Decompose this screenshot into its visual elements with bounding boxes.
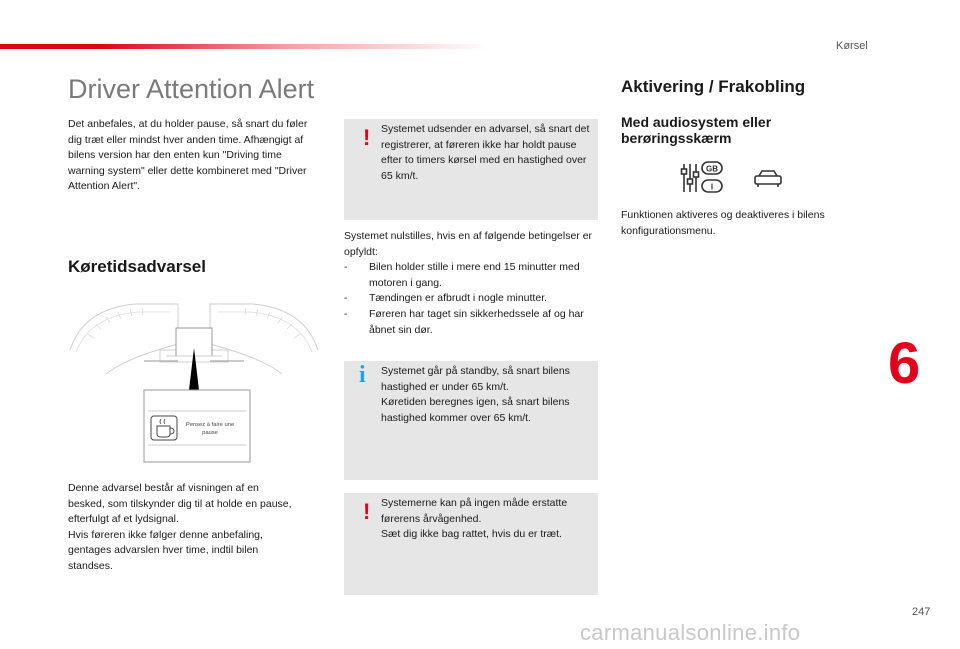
warning-text-2: Systemerne kan på ingen måde erstatte førerens årvågenhed. Sæt dig ikke bag rattet, hvis du er træt. (381, 497, 568, 541)
audio-system-subheading: Med audiosystem eller berøringsskærm (621, 114, 772, 146)
list-item (344, 307, 596, 338)
reset-intro: Systemet nulstilles, hvis en af følgende betingelser er opfyldt: (344, 230, 593, 258)
page-number: 247 (912, 606, 931, 618)
reset-item-2: Tændingen er afbrudt i nogle minutter. (369, 292, 548, 305)
page-title: Driver Attention Alert (68, 74, 315, 104)
warning-box-1 (344, 119, 598, 220)
warning-text-1: Systemet udsender en advarsel, så snart det registrerer, at føreren ikke har holdt pause efter to timers kørsel med en hastighed over 65 km/t. (381, 123, 590, 182)
display-message-line2: pause (202, 430, 218, 436)
warning-icon: ! (363, 499, 371, 524)
list-dash: - (344, 292, 348, 305)
info-icon: i (359, 362, 366, 388)
intro-paragraph: Det anbefales, at du holder pause, så snart du føler dig træt eller mindst hver anden time. Afhængigt af bilens version har den enten kun "Driving time warning system" eller dette kombineret med "Driver Attention Alert". (68, 118, 308, 193)
settings-sliders-icon (680, 161, 726, 195)
configuration-text: Funktionen aktiveres og deaktiveres i bilens konfigurationsmenu. (621, 209, 825, 237)
list-item (344, 291, 596, 307)
info-box (344, 361, 598, 480)
list-dash: - (344, 307, 348, 320)
activation-heading: Aktivering / Frakobling (621, 77, 806, 96)
display-message-line1: Pensez à faire une (185, 422, 235, 428)
car-icon (752, 168, 784, 190)
chapter-number: 6 (888, 331, 921, 396)
coffee-cup-icon (151, 416, 177, 440)
watermark: carmanualsonline.info (580, 620, 801, 645)
language-badge: GB (706, 164, 718, 174)
info-badge: I (710, 182, 714, 192)
info-text: Systemet går på standby, så snart bilens hastighed er under 65 km/t. Køretiden beregnes igen, så snart bilens hastighed kommer over 65 km/t. (381, 365, 570, 424)
list-dash: - (344, 261, 348, 274)
header-accent-bar (0, 44, 490, 49)
list-item (344, 260, 596, 291)
warning-description: Denne advarsel består af visningen af en besked, som tilskynder dig til at holde en pause, efterfulgt af et lydsignal. Hvis føreren ikke følger denne anbefaling, gentages advarslen hver time, indtil bilen standses. (68, 482, 292, 572)
reset-item-3: Føreren har taget sin sikkerhedssele af og har åbnet sin dør. (369, 307, 584, 336)
driving-time-heading: Køretidsadvarsel (68, 257, 206, 276)
dashboard-illustration (66, 298, 322, 466)
section-label: Kørsel (836, 40, 868, 52)
warning-box-2 (344, 493, 598, 595)
instrument-cluster-drawing (66, 298, 322, 466)
reset-item-1: Bilen holder stille i mere end 15 minutter med motoren i gang. (369, 261, 580, 289)
warning-icon: ! (363, 125, 371, 150)
reset-conditions (344, 229, 596, 338)
